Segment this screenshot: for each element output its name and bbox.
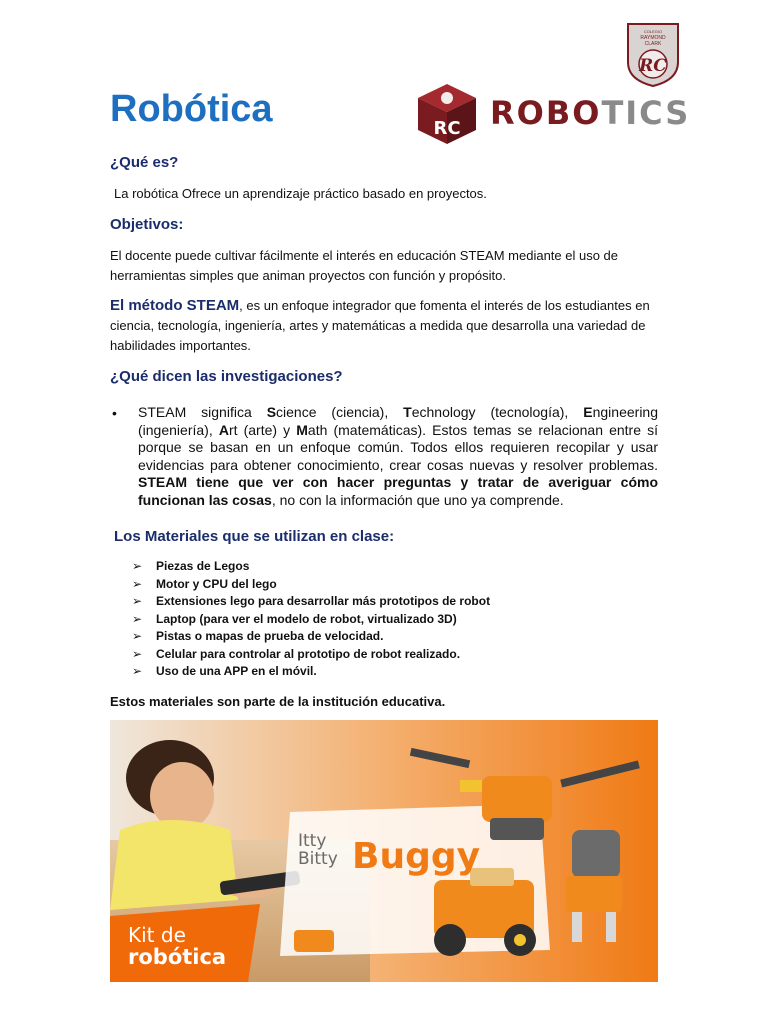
list-item: ➢ Pistas o mapas de prueba de velocidad. [132, 628, 652, 646]
kit-line-2: robótica [128, 945, 227, 969]
itty-word: Itty [298, 831, 327, 851]
crest-line-2: RAYMOND [640, 35, 666, 41]
school-crest-logo [626, 22, 680, 88]
letter-s: S [266, 404, 277, 420]
list-item: ➢ Uso de una APP en el móvil. [132, 663, 652, 681]
bitty-word: Bitty [298, 849, 338, 869]
itty-bitty-label [298, 832, 338, 868]
bold-statement: STEAM tiene que ver con hacer preguntas y tratar de averiguar cómo funcionan las cosas [138, 474, 658, 508]
small-robot [294, 930, 334, 952]
page-title: Robótica [110, 88, 273, 130]
paragraph-metodo-steam [110, 296, 660, 356]
arrow-bullet-icon: ➢ [132, 611, 143, 626]
robotics-wordmark [490, 94, 690, 132]
cube-monogram: RC [433, 118, 461, 139]
arrow-bullet-icon: ➢ [132, 664, 143, 678]
letter-e: E [583, 404, 593, 420]
wordmark-part-2: TICS [601, 94, 691, 132]
arrow-bullet-icon: ➢ [132, 576, 143, 591]
list-item: ➢ Laptop (para ver el modelo de robot, virtualizado 3D) [132, 611, 652, 629]
list-item: ➢ Extensiones lego para desarrollar más prototipos de robot [132, 593, 652, 611]
bullet-text: STEAM significa Science (ciencia), Technology (tecnología), Engineering (ingeniería), Art (arte) y Math (matemáticas). Estos temas se relacionan entre sí porque se basan en un enfoque común. Todos ellos requieren recopilar y usar evidencias para obtener conocimiento, crear cosas nuevas y resolver problemas. STEAM tiene que ver con hacer preguntas y tratar de averiguar cómo funcionan las cosas, no con la información que uno ya comprende. [138, 404, 658, 508]
metodo-steam-lead: El método STEAM [110, 297, 240, 314]
letter-m: M [296, 421, 308, 438]
arrow-bullet-icon: ➢ [132, 594, 143, 608]
wordmark-part-1: ROBO [490, 94, 602, 132]
kit-line-1: Kit de [128, 923, 186, 947]
letter-a: A [218, 421, 229, 438]
kit-de-robotica-label [128, 924, 226, 968]
materiales-list [132, 558, 652, 681]
paragraph-institucion: Estos materiales son parte de la institución educativa. [110, 694, 446, 709]
rc-cube-icon [416, 82, 478, 146]
buggy-label: Buggy [352, 836, 481, 877]
bullet-dot-icon: • [112, 405, 117, 421]
crest-line-1: COLEGIO [643, 29, 663, 34]
robotics-logo [416, 82, 692, 148]
heading-que-es: ¿Qué es? [110, 154, 179, 171]
heading-materiales: Los Materiales que se utilizan en clase: [114, 528, 395, 545]
list-item: ➢ Motor y CPU del lego [132, 576, 652, 594]
crest-monogram: RC [639, 56, 667, 76]
heading-investigaciones: ¿Qué dicen las investigaciones? [110, 368, 343, 385]
heading-objetivos: Objetivos: [110, 216, 184, 233]
list-item: ➢ Celular para controlar al prototipo de robot realizado. [132, 646, 652, 664]
crest-line-3: CLARK [644, 41, 662, 47]
kit-robotica-banner-image [110, 720, 658, 982]
arrow-bullet-icon: ➢ [132, 646, 143, 661]
paragraph-objetivos: El docente puede cultivar fácilmente el interés en educación STEAM mediante el uso de herramientas simples que animan proyectos con función y propósito. [110, 248, 619, 283]
arrow-bullet-icon: ➢ [132, 559, 143, 573]
metodo-steam-text: , es un enfoque integrador que fomenta el interés de los estudiantes en ciencia, tecnología, ingeniería, artes y matemáticas a medida que desarrolla una variedad de habilidades importantes. [110, 298, 650, 353]
arrow-bullet-icon: ➢ [132, 629, 143, 643]
paragraph-que-es: La robótica Ofrece un aprendizaje práctico basado en proyectos. [114, 186, 487, 201]
list-item: ➢ Piezas de Legos [132, 558, 652, 576]
letter-t: T [403, 404, 412, 420]
